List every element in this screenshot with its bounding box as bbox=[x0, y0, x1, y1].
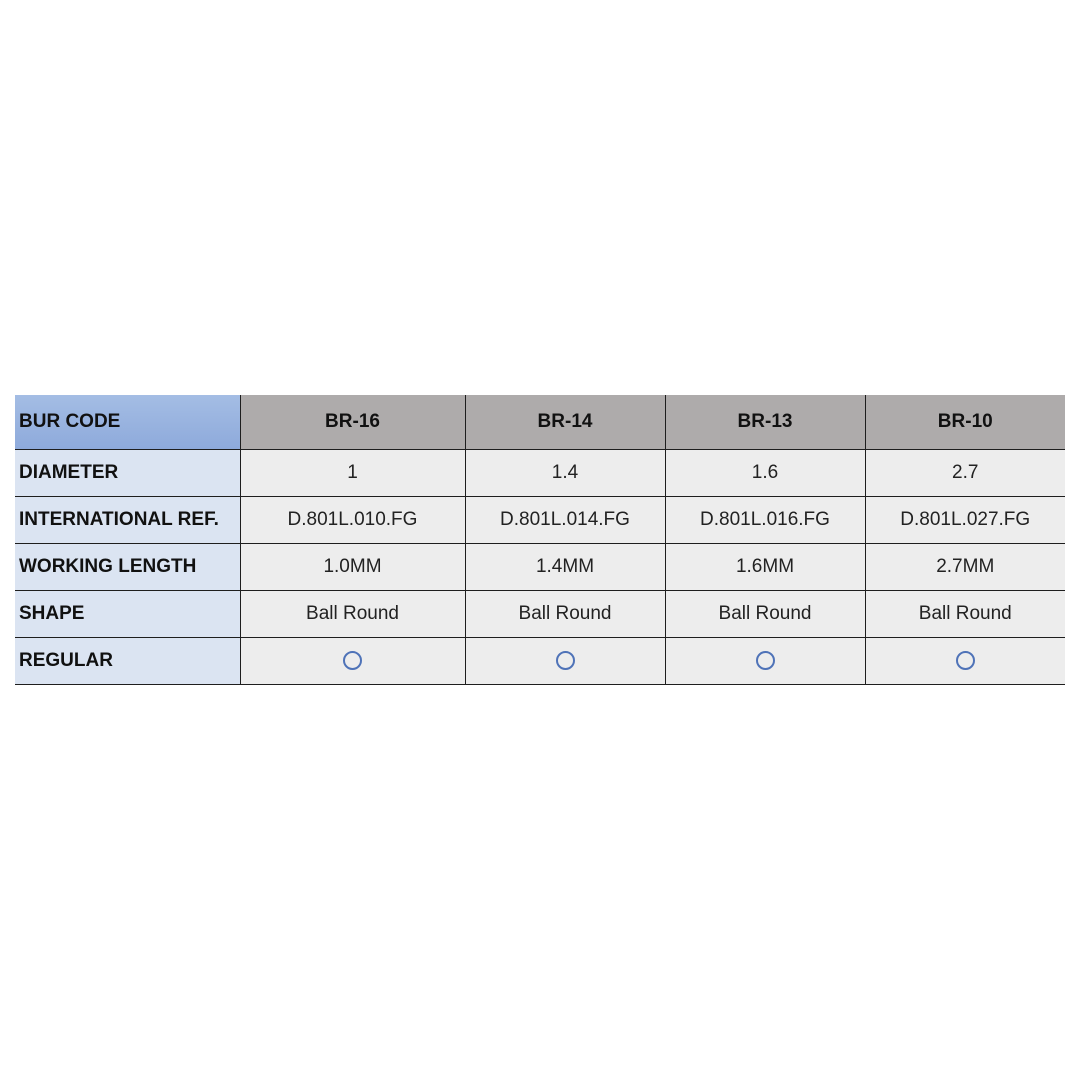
table-cell bbox=[240, 637, 465, 684]
table-cell: Ball Round bbox=[665, 590, 865, 637]
row-label: DIAMETER bbox=[15, 449, 240, 496]
table-cell: D.801L.016.FG bbox=[665, 496, 865, 543]
table-row-diameter bbox=[15, 449, 1065, 496]
table-cell: 1.4 bbox=[465, 449, 665, 496]
table-cell: D.801L.010.FG bbox=[240, 496, 465, 543]
bur-code-br-14: BR-14 bbox=[465, 395, 665, 449]
table-cell: Ball Round bbox=[865, 590, 1065, 637]
table-cell: 1.0MM bbox=[240, 543, 465, 590]
bur-code-label: BUR CODE bbox=[15, 395, 240, 449]
table-cell bbox=[865, 637, 1065, 684]
circle-mark-icon bbox=[343, 651, 362, 670]
table-cell: 2.7MM bbox=[865, 543, 1065, 590]
bur-code-br-10: BR-10 bbox=[865, 395, 1065, 449]
circle-mark-icon bbox=[556, 651, 575, 670]
table-cell bbox=[665, 637, 865, 684]
table-cell: D.801L.027.FG bbox=[865, 496, 1065, 543]
table-cell: 1.4MM bbox=[465, 543, 665, 590]
table-row-shape bbox=[15, 590, 1065, 637]
table-row-international-ref bbox=[15, 496, 1065, 543]
table-cell: 1.6MM bbox=[665, 543, 865, 590]
bur-code-br-13: BR-13 bbox=[665, 395, 865, 449]
circle-mark-icon bbox=[956, 651, 975, 670]
row-label: SHAPE bbox=[15, 590, 240, 637]
table-row-regular bbox=[15, 637, 1065, 684]
row-label: INTERNATIONAL REF. bbox=[15, 496, 240, 543]
circle-mark-icon bbox=[756, 651, 775, 670]
table-cell: 2.7 bbox=[865, 449, 1065, 496]
table-cell: 1 bbox=[240, 449, 465, 496]
table-row-working-length bbox=[15, 543, 1065, 590]
bur-code-br-16: BR-16 bbox=[240, 395, 465, 449]
row-label: WORKING LENGTH bbox=[15, 543, 240, 590]
table-header-row bbox=[15, 395, 1065, 449]
table-cell: Ball Round bbox=[465, 590, 665, 637]
table-cell bbox=[465, 637, 665, 684]
table-cell: Ball Round bbox=[240, 590, 465, 637]
bur-spec-table bbox=[15, 395, 1065, 685]
row-label: REGULAR bbox=[15, 637, 240, 684]
table-cell: 1.6 bbox=[665, 449, 865, 496]
table-cell: D.801L.014.FG bbox=[465, 496, 665, 543]
